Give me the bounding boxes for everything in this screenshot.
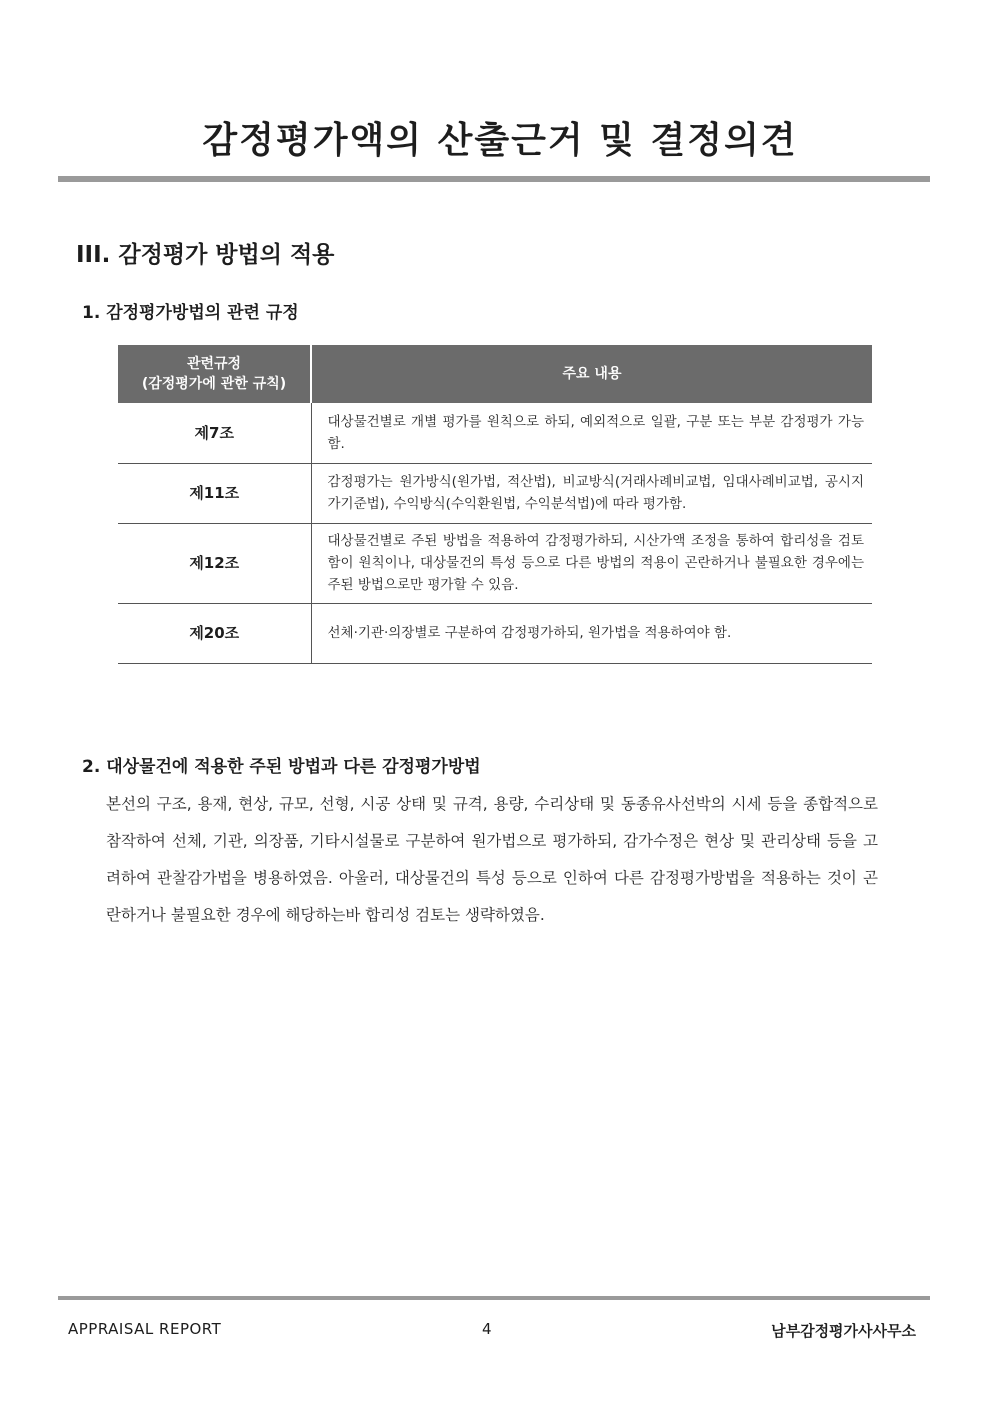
- article-cell: 제20조: [118, 603, 311, 663]
- method-paragraph: 본선의 구조, 용재, 현상, 규모, 선형, 시공 상태 및 규격, 용량, 수리상태 및 동종유사선박의 시세 등을 종합적으로 참작하여 선체, 기관, 의장품, 기타시설물로 구분하여 원가법으로 평가하되, 감가수정은 현상 및 관리상태 등을 고려하여 관찰감가법을 병용하였음. 아울러, 대상물건의 특성 등으로 인하여 다른 감정평가방법을 적용하는 것이 곤란하거나 불필요한 경우에 해당하는바 합리성 검토는 생략하였음.: [106, 795, 878, 924]
- footer-divider: [58, 1296, 930, 1300]
- article-cell: 제7조: [118, 403, 311, 463]
- content-cell: 대상물건별로 주된 방법을 적용하여 감정평가하되, 시산가액 조정을 통하여 합리성을 검토함이 원칙이나, 대상물건의 특성 등으로 다른 방법의 적용이 곤란하거나 불필요한 경우에는 주된 방법으로만 평가할 수 있음.: [311, 523, 872, 603]
- table-header-row: [118, 345, 872, 403]
- footer-firm-name: 남부감정평가사사무소: [771, 1322, 916, 1340]
- page-title: 감정평가액의 산출근거 및 결정의견: [202, 120, 798, 161]
- table-row: [118, 523, 872, 603]
- title-divider: [58, 176, 930, 182]
- header-regulation-sublabel: (감정평가에 관한 규칙): [141, 376, 287, 392]
- regulation-table: [118, 345, 872, 664]
- article-cell: 제11조: [118, 463, 311, 523]
- section-heading: III. 감정평가 방법의 적용: [76, 242, 335, 268]
- content-cell: 대상물건별로 개별 평가를 원칙으로 하되, 예외적으로 일괄, 구분 또는 부분 감정평가 가능함.: [311, 403, 872, 463]
- article-cell: 제12조: [118, 523, 311, 603]
- header-regulation-label: 관련규정: [186, 356, 242, 372]
- footer-report-label: APPRAISAL REPORT: [68, 1320, 222, 1338]
- table-row: [118, 603, 872, 663]
- subsection-heading-regulations: 1. 감정평가방법의 관련 규정: [82, 303, 299, 323]
- table-header-regulation: [118, 345, 311, 403]
- page-number: 4: [482, 1320, 492, 1338]
- table-row: [118, 403, 872, 463]
- table-row: [118, 463, 872, 523]
- subsection-heading-methods: 2. 대상물건에 적용한 주된 방법과 다른 감정평가방법: [82, 757, 481, 777]
- content-cell: 선체·기관·의장별로 구분하여 감정평가하되, 원가법을 적용하여야 함.: [311, 603, 872, 663]
- table-header-content: 주요 내용: [311, 345, 872, 403]
- content-cell: 감정평가는 원가방식(원가법, 적산법), 비교방식(거래사례비교법, 임대사례비교법, 공시지가기준법), 수익방식(수익환원법, 수익분석법)에 따라 평가함.: [311, 463, 872, 523]
